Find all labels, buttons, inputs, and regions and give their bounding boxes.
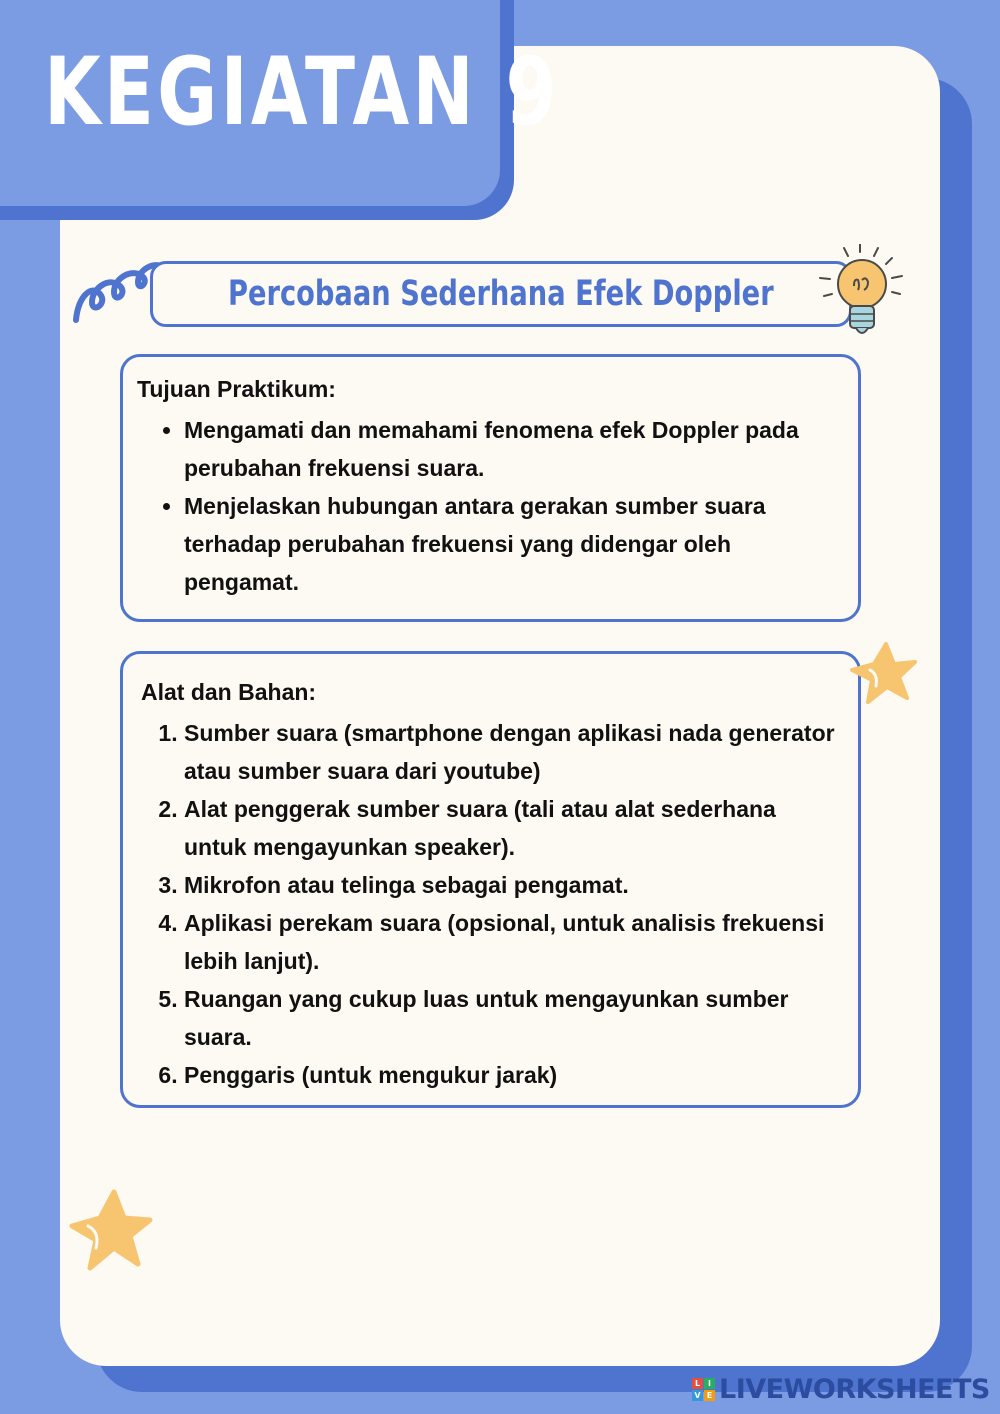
list-item: • Mengamati dan memahami fenomena efek Doppler pada perubahan frekuensi suara. <box>184 411 844 487</box>
list-item: 1. Sumber suara (smartphone dengan aplikasi nada generator atau sumber suara dari youtube) <box>184 714 844 790</box>
liveworksheets-logo <box>692 1374 990 1404</box>
list-item: 2. Alat penggerak sumber suara (tali atau alat sederhana untuk mengayunkan speaker). <box>184 790 844 866</box>
tujuan-box <box>120 354 861 622</box>
list-item: 3. Mikrofon atau telinga sebagai pengamat. <box>184 866 844 904</box>
list-item: 4. Aplikasi perekam suara (opsional, untuk analisis frekuensi lebih lanjut). <box>184 904 844 980</box>
alat-box <box>120 651 861 1108</box>
list-item: 5. Ruangan yang cukup luas untuk mengayunkan sumber suara. <box>184 980 844 1056</box>
list-item: 6. Penggaris (untuk mengukur jarak) <box>184 1056 844 1094</box>
tujuan-list <box>137 411 844 601</box>
star-icon <box>848 640 918 710</box>
alat-heading: Alat dan Bahan: <box>141 679 317 705</box>
tujuan-heading: Tujuan Praktikum: <box>137 376 336 402</box>
star-icon <box>68 1188 154 1274</box>
title-tab <box>0 0 560 220</box>
lightbulb-icon <box>818 244 910 348</box>
list-item: • Menjelaskan hubungan antara gerakan sumber suara terhadap perubahan frekuensi yang didengar oleh pengamat. <box>184 487 844 601</box>
title-tab-inner <box>0 0 560 206</box>
subtitle-text: Percobaan Sederhana Efek Doppler <box>228 274 774 314</box>
alat-list <box>141 714 844 1094</box>
page-title: KEGIATAN 9 <box>44 38 560 147</box>
logo-mark: L I V E <box>692 1378 715 1401</box>
subtitle-box <box>150 261 852 327</box>
logo-text: LIVEWORKSHEETS <box>719 1373 990 1405</box>
